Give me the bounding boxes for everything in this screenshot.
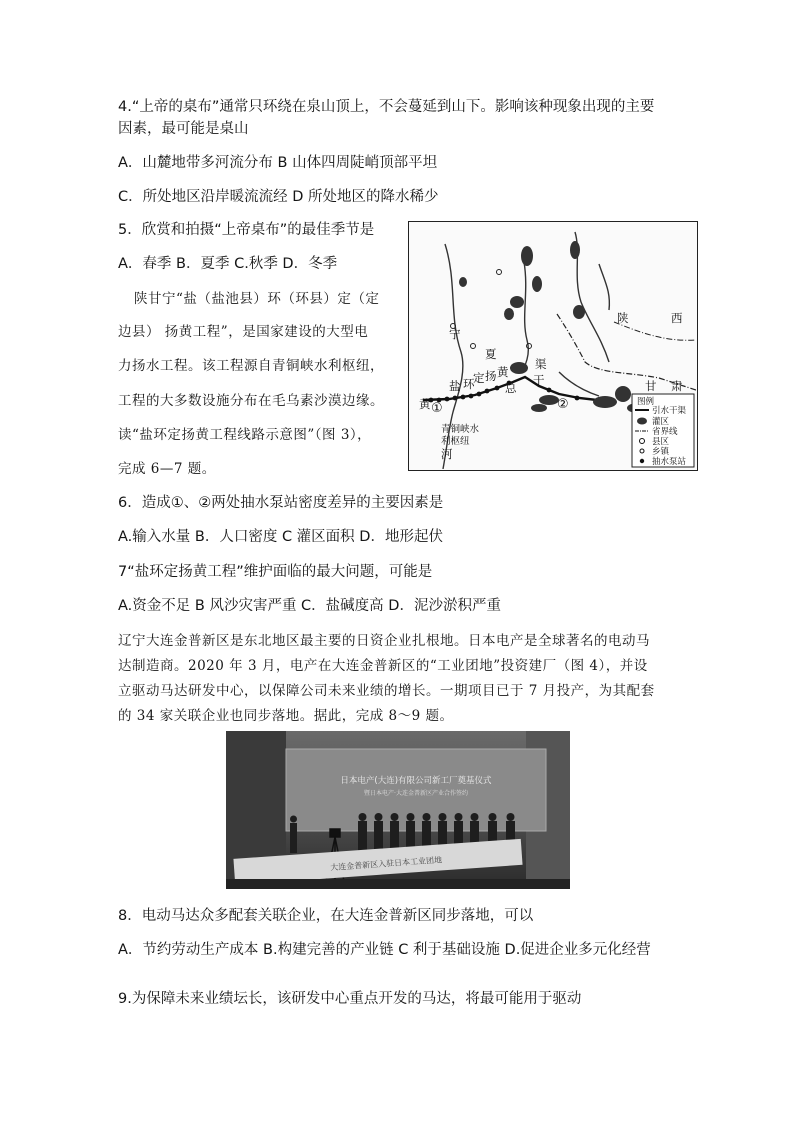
pump-station: [461, 395, 466, 400]
legend-county: 县区: [652, 437, 670, 447]
label-qingtongxia-1: 青铜峡水: [441, 424, 480, 435]
ceremony-photo: [226, 731, 570, 889]
q7-stem: 7“盐环定扬黄工程”维护面临的最大问题，可能是: [118, 564, 433, 580]
q9-stem: 9.为保障未来业绩坛长，该研发中心重点开发的马达，将最可能用于驱动: [118, 991, 582, 1007]
intro67-line1: 陕甘宁“盐（盐池县）环（环县）定（定: [134, 291, 380, 307]
intro89-line2: 达制造商。2020 年 3 月，电产在大连金普新区的“工业团地”投资建厂（图 4），并设: [118, 658, 648, 674]
intro67-line6: 完成 6—7 题。: [118, 461, 216, 477]
irrigation-area: [615, 386, 631, 402]
county-marker: [497, 270, 502, 275]
irrigation-area: [570, 241, 580, 259]
label-xia: 夏: [485, 347, 497, 361]
label-ning: 宁: [449, 327, 461, 341]
q7-options: A.资金不足 B 风沙灾害严重 C．盐碱度高 D．泥沙淤积严重: [118, 598, 501, 614]
label-zong: 总: [505, 381, 517, 395]
river-east: [575, 232, 609, 362]
label-huang2: 黄: [497, 365, 509, 379]
irrigation-area: [510, 296, 524, 308]
legend-boundary: 省界线: [652, 427, 678, 437]
legend-pump: 抽水泵站: [652, 457, 687, 467]
label-huang: 黄: [419, 397, 431, 411]
label-site-2: ②: [557, 397, 569, 412]
irrigation-area: [504, 308, 514, 320]
label-site-1: ①: [431, 401, 443, 416]
label-yang: 扬: [485, 369, 497, 383]
label-su: 肃: [671, 379, 683, 393]
legend-canal: 引水干渠: [652, 406, 687, 416]
label-gan: 甘: [645, 379, 657, 393]
pump-station: [453, 396, 458, 401]
river-east2: [599, 264, 609, 310]
photo-banner-title: 日本电产(大连)有限公司新工厂奠基仪式: [340, 776, 492, 786]
ceremony-photo-graphic: [226, 731, 570, 889]
label-xi: 西: [671, 311, 683, 325]
label-yan: 盐: [449, 379, 461, 393]
project-route-map: [408, 221, 698, 471]
intro89-line4: 的 34 家关联企业也同步落地。据此，完成 8～9 题。: [118, 708, 454, 724]
q6-options: A.输入水量 B．人口密度 C 灌区面积 D．地形起伏: [118, 529, 443, 545]
irrigation-area: [459, 277, 467, 287]
map-graphic: [409, 222, 696, 469]
q8-options: A．节约劳动生产成本 B.构建完善的产业链 C 利于基础设施 D.促进企业多元化经营: [118, 942, 651, 958]
river-north: [521, 262, 528, 372]
label-qu: 渠: [535, 357, 547, 371]
irrigation-area: [521, 246, 533, 266]
label-shaan: 陕: [617, 311, 629, 325]
photo-banner-subtitle: 暨日本电产·大连金普新区产业合作签约: [364, 790, 468, 797]
county-marker: [527, 344, 532, 349]
label-qingtongxia-2: 利枢纽: [441, 436, 470, 447]
intro67-line5: 读“盐环定扬黄工程线路示意图”（图 3），: [118, 427, 372, 443]
pump-station: [485, 389, 490, 394]
irrigation-area: [573, 305, 585, 319]
q8-stem: 8．电动马达众多配套关联企业，在大连金普新区同步落地，可以: [118, 908, 534, 924]
photo-foreground-sign: 大连金普新区入驻日本工业团地: [329, 855, 443, 873]
county-marker: [471, 344, 476, 349]
legend-town: 乡镇: [652, 447, 670, 457]
intro67-line2: 边县） 扬黄工程”，是国家建设的大型电: [118, 324, 369, 340]
irrigation-area: [532, 276, 542, 292]
label-ding: 定: [473, 371, 485, 385]
pump-station: [547, 388, 552, 393]
label-he: 河: [441, 447, 453, 461]
q4-stem-line2: 因素，最可能是桌山: [118, 121, 249, 137]
q5-stem: 5．欣赏和拍摄“上帝桌布”的最佳季节是: [118, 222, 375, 238]
irrigation-area: [593, 396, 617, 408]
q6-stem: 6．造成①、②两处抽水泵站密度差异的主要因素是: [118, 495, 444, 511]
legend-title: 图例: [637, 397, 655, 407]
intro89-line3: 立驱动马达研发中心，以保障公司未来业绩的增长。一期项目已于 7 月投产，为其配套: [118, 683, 655, 699]
pump-station: [495, 386, 500, 391]
map-legend: [632, 394, 694, 467]
label-huan: 环: [463, 377, 475, 391]
irrigation-area: [531, 404, 547, 412]
intro67-line3: 力扬水工程。该工程源自青铜峡水利枢纽，: [118, 358, 384, 374]
pump-station: [469, 394, 474, 399]
irrigation-area: [510, 362, 528, 374]
pump-station: [575, 396, 580, 401]
river-gan: [559, 372, 599, 396]
intro89-line1: 辽宁大连金普新区是东北地区最主要的日资企业扎根地。日本电产是全球著名的电动马: [118, 633, 650, 649]
label-gan2: 干: [533, 373, 545, 387]
q4-options-ab: A．山麓地带多河流分布 B 山体四周陡峭顶部平坦: [118, 155, 438, 171]
irrigation-area: [539, 395, 559, 405]
intro67-line4: 工程的大多数设施分布在毛乌素沙漠边缘。: [118, 393, 384, 409]
legend-irrigation: 灌区: [652, 417, 670, 427]
q4-stem-line1: 4.“上帝的桌布”通常只环绕在泉山顶上，不会蔓延到山下。影响该种现象出现的主要: [118, 99, 655, 115]
q4-options-cd: C．所处地区沿岸暖流流经 D 所处地区的降水稀少: [118, 189, 439, 205]
q5-options: A．春季 B．夏季 C.秋季 D．冬季: [118, 256, 338, 272]
pump-station: [445, 397, 450, 402]
pump-station: [477, 392, 482, 397]
